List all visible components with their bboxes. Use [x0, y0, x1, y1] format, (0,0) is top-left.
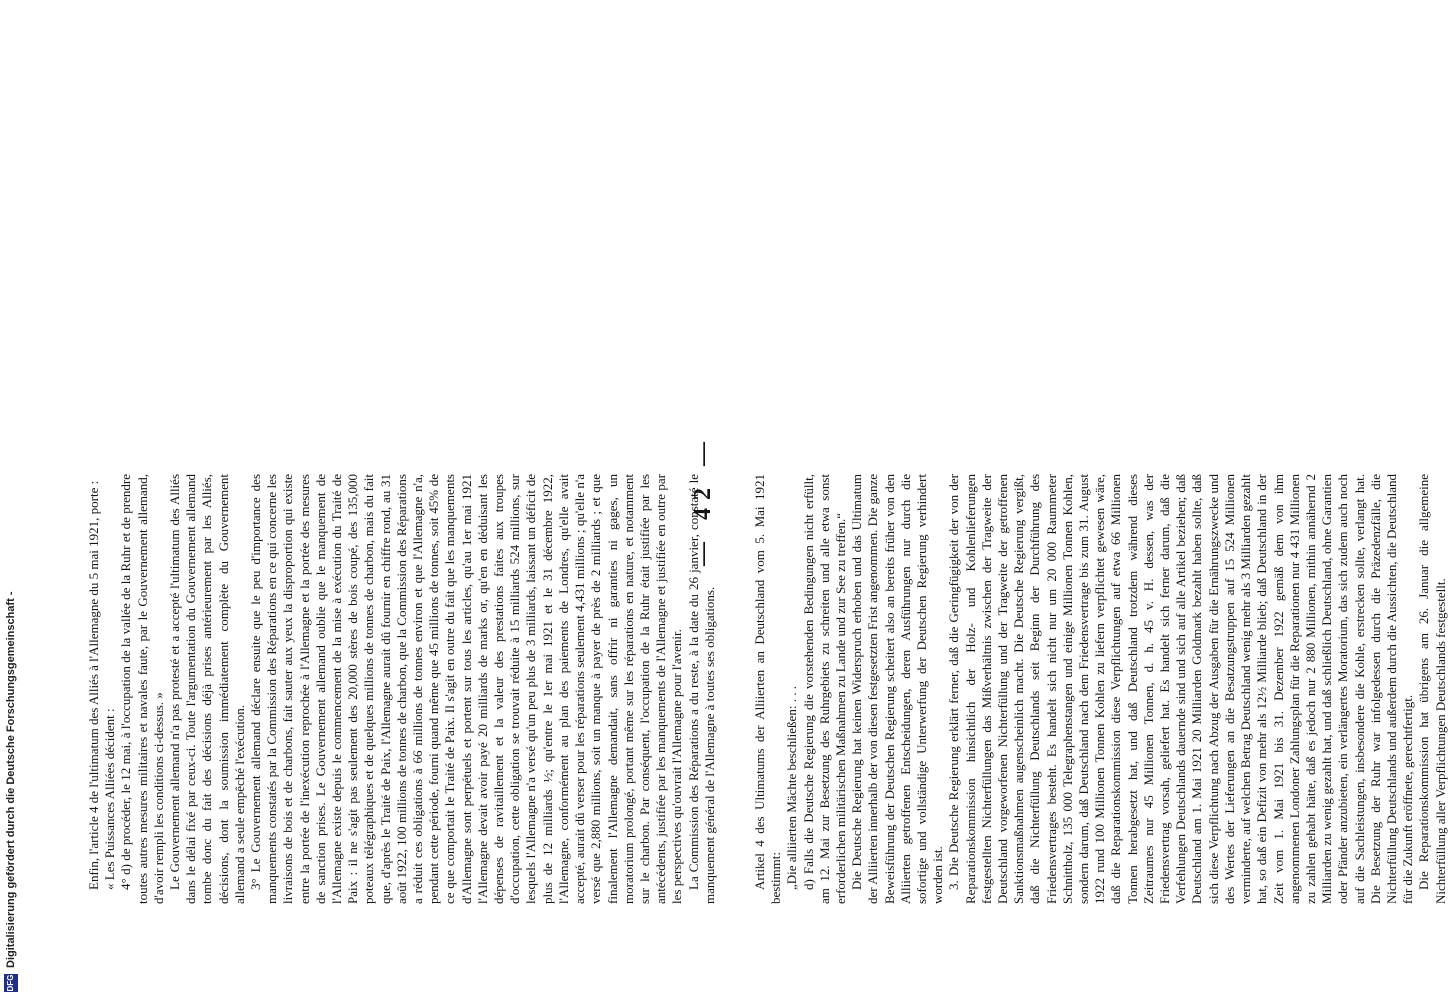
digitization-credit-strip: [0, 0, 22, 1000]
german-paragraph-1: Artikel 4 des Ultimatums der Alliierten an Deutschland vom 5. Mai 1921 bestimmt:: [752, 474, 784, 904]
german-paragraph-2: „Die alliierten Mächte beschließen: . . .: [784, 686, 800, 890]
german-paragraph-6: Die Reparationskommission hat übrigens am 26. Januar die allgemeine Nichterfüllung aller Verpflichtungen Deutschlands festgestellt.: [1416, 474, 1448, 904]
german-column: [752, 474, 1448, 904]
german-paragraph-4: Die Deutsche Regierung hat keinen Widerspruch erhoben und das Ultimatum der Alliierten innerhalb der von diesen festgesetzten Frist angenommen. Die ganze Beweisführung der Deutschen Regierung scheitert also an bereits früher von den Alliierten getroffenen Entscheidungen, deren Ausführungen nur durch die sofortige und vollständige Unterwerfung der Deutschen Regierung verhindert worden ist.: [849, 474, 946, 904]
french-paragraph-2: « Les Puissances Alliées décident :: [102, 708, 118, 890]
dfg-logo-icon: DFG: [4, 974, 18, 992]
french-paragraph-1: Enfin, l'article 4 de l'ultimatum des Alliés à l'Allemagne du 5 mai 1921, porte :: [86, 480, 101, 890]
german-paragraph-3: d) Falls die Deutsche Regierung die vorstehenden Bedingungen nicht erfüllt, am 12. Mai zur Besetzung des Ruhrgebiets zu schreiten und alle etwa sonst erforderlichen militärischen Maßnahmen zu Lande und zur See zu treffen.“: [800, 474, 849, 904]
french-paragraph-6: La Commission des Réparations a du reste, à la date du 26 janvier, constaté le manquement général de l'Allemagne à toutes ses obligations.: [685, 474, 717, 904]
french-paragraph-4: Le Gouvernement allemand n'a pas protesté et a accepté l'ultimatum des Alliés dans le délai fixé par ceux-ci. Toute l'argumentation du Gouvernement allemand tombe donc du fait des décisions déjà prises antérieurement par les Alliés, décisions, dont la soumission immédiatement complète du Gouvernement allemand a seule empêché l'exécution.: [167, 474, 247, 904]
german-paragraph-5: 3. Die Deutsche Regierung erklärt ferner, daß die Geringfügigkeit der von der Reparationskommission hinsichtlich der Holz- und Kohlenlieferungen festgestellten Nichterfüllungen das Mißverhältnis zwischen der Tragweite der Deutschland vorgeworfenen Nichterfüllung und der Tragweite der getroffenen Sanktionsmaßnahmen augenscheinlich macht. Die Deutsche Regierung vergißt, daß die Nichterfüllung Deutschlands seit Beginn der Durchführung des Friedensvertrages besteht. Es handelt sich nicht nur um 20 000 Raummeter Schnittholz, 135 000 Telegraphenstangen und einige Millionen Tonnen Kohlen, sondern darum, daß Deutschland nach dem Friedensvertrage bis zum 31. August 1922 rund 100 Millionen Tonnen Kohlen zu liefern verpflichtet gewesen wäre, daß die Reparationskommission diese Verpflichtungen auf etwa 66 Millionen Tonnen herabgesetzt hat, und daß Deutschland trotzdem während dieses Zeitraumes nur 45 Millionen Tonnen, d. h. 45 v. H. dessen, was der Friedensvertrag vorsah, geliefert hat. Es handelt sich ferner darum, daß die Verfehlungen Deutschlands dauernde sind und sich auf alle Artikel beziehen; daß Deutschland am 1. Mai 1921 20 Milliarden Goldmark bezahlt haben sollte, daß sich diese Verpflichtung nach Abzug der Ausgaben für die Ernährungszwecke und des Wertes der Lieferungen an die Besatzungstruppen auf 15 524 Millionen verminderte, auf welchen Betrag Deutschland wenig mehr als 3 Milliarden gezahlt hat, so daß ein Defizit von mehr als 12½ Milliarde blieb; daß Deutschland in der Zeit vom 1. Mai 1921 bis 31. Dezember 1922 gemäß dem von ihm angenommenen Londoner Zahlungsplan für die Reparationen nur 4 431 Millionen zu zahlen gehabt hätte, daß es jedoch nur 2 880 Millionen, mithin annähernd 2 Milliarden zu wenig gezahlt hat, und daß schließlich Deutschland, ohne Garantien oder Pfänder anzubieten, ein verlängertes Moratorium, das sich zudem auch noch auf die Sachleistungen, insbesondere die Kohle, erstrecken sollte, verlangt hat. Die Besetzung der Ruhr war infolgedessen durch die Präzedenzfälle, die Nichterfüllung Deutschlands und außerdem durch die Aussichten, die Deutschland für die Zukunft eröffnete, gerechtfertigt.: [946, 474, 1416, 904]
credit-rotated: [0, 0, 22, 1000]
page-number-label: — 42 —: [690, 434, 716, 566]
french-paragraph-3: 4° d) de procéder, le 12 mai, à l'occupation de la vallée de la Ruhr et de prendre toutes autres mesures militaires et navales faute, par le Gouvernement allemand, d'avoir rempli les conditions ci-dessus. »: [118, 474, 166, 904]
french-paragraph-5: 3° Le Gouvernement allemand déclare ensuite que le peu d'importance des manquements constatés par la Commission des Réparations en ce qui concerne les livraisons de bois et de charbons, fait sauter aux yeux la disproportion qui existe entre la portée de l'inexécution reprochée à l'Allemagne et la portée des mesures de sanction prises. Le Gouvernement allemand oublie que le manquement de l'Allemagne existe depuis le commencement de la mise à exécution du Traité de Paix : il ne s'agit pas seulement des 20,000 stères de bois coupé, des 135,000 poteaux télégraphiques et de quelques millions de tonnes de charbon, mais du fait que, d'après le Traité de Paix, l'Allemagne aurait dû fournir en chiffre rond, au 31 août 1922, 100 millions de tonnes de charbon, que la Commission des Réparations a réduit ces obligations à 66 millions de tonnes environ et que l'Allemagne n'a, pendant cette période, fourni quand même que 45 millions de tonnes, soit 45% de ce que comportait le Traité de Paix. Il s'agit en outre du fait que les manquements d'Allemagne sont perpétuels et portent sur tous les articles, qu'au 1er mai 1921 l'Allemagne devait avoir payé 20 milliards de marks or, qu'en en déduisant les dépenses de ravitaillement et la valeur des prestations faites aux troupes d'occupation, cette obligation se trouvait réduite à 15 milliards 524 millions, sur lesquels l'Allemagne n'a versé qu'un peu plus de 3 milliards, laissant un déficit de plus de 12 milliards ½; qu'entre le 1er mai 1921 et le 31 décembre 1922, l'Allemagne, conformément au plan des paiements de Londres, qu'elle avait accepté, aurait dû verser pour les réparations seulement 4,431 millions ; qu'elle n'a versé que 2,880 millions, soit un manque à payer de près de 2 milliards ; et que finalement l'Allemagne demandait, sans offrir ni garanties ni gages, un moratorium prolongé, portant même sur les réparations en nature, et notamment sur le charbon. Par conséquent, l'occupation de la Ruhr était justifiée par les antécédents, justifiée par les manquements de l'Allemagne et justifiée en outre par les perspectives qu'ouvrait l'Allemagne pour l'avenir.: [248, 474, 685, 904]
german-column-right: [92, 54, 692, 472]
credit-text: Digitalisierung gefördert durch die Deutsche Forschungsgemeinschaft -: [5, 591, 17, 968]
